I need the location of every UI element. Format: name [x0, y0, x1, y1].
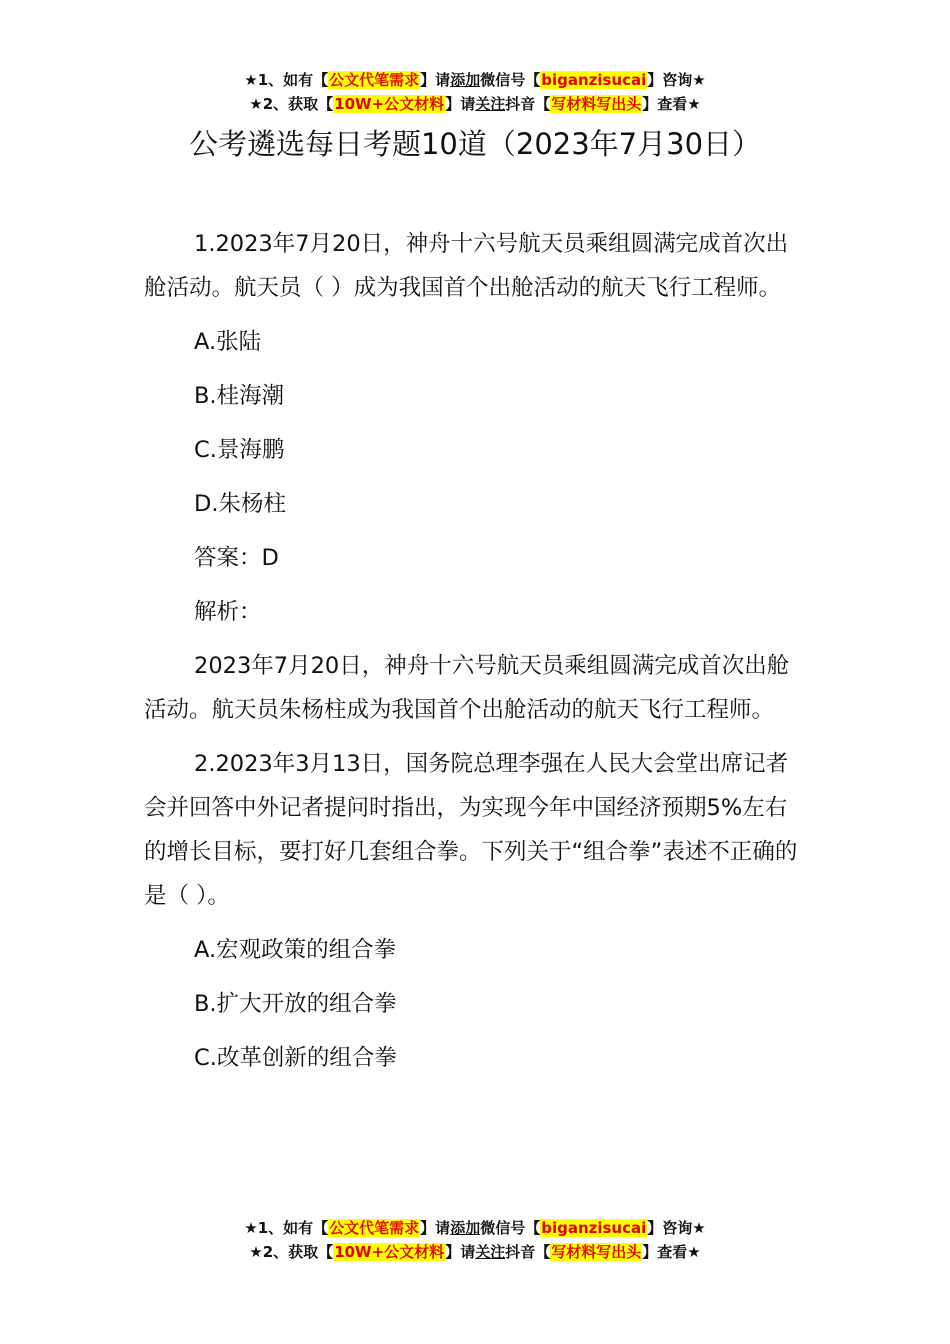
banner-underline: 添加 [450, 71, 481, 89]
page-title: 公考遴选每日考题10道（2023年7月30日） [188, 127, 762, 161]
question-2-option-a: A.宏观政策的组合拳 [194, 937, 397, 963]
banner-highlight: 写材料写出头 [551, 1243, 642, 1261]
question-1-answer: 答案：D [194, 545, 279, 571]
banner-text: 微信号【 [480, 1219, 541, 1237]
question-1-stem: 1.2023年7月20日，神舟十六号航天员乘组圆满完成首次出舱活动。航天员（ ）成为我国首个出舱活动的航天飞行工程师。 [144, 231, 789, 301]
banner-text: 】咨询★ [647, 1219, 706, 1237]
question-1-option-a: A.张陆 [194, 329, 262, 355]
banner-text: ★2、获取【 [249, 95, 334, 113]
document-body [144, 222, 808, 1090]
question-1-option-c: C.景海鹏 [194, 437, 285, 463]
question-1-analysis-label: 解析： [194, 599, 262, 625]
banner-text: 】请 [445, 1243, 476, 1261]
question-2-stem: 2.2023年3月13日，国务院总理李强在人民大会堂出席记者会并回答中外记者提问时指出，为实现今年中国经济预期5%左右的增长目标，要打好几套组合拳。下列关于“组合拳”表述不正确的是（ ）。 [144, 751, 798, 909]
banner-text: 】查看★ [642, 1243, 701, 1261]
banner-line-2 [0, 92, 950, 116]
banner-underline: 关注 [475, 95, 506, 113]
header-banner [0, 68, 950, 116]
question-1-analysis: 2023年7月20日，神舟十六号航天员乘组圆满完成首次出舱活动。航天员朱杨柱成为我国首个出舱活动的航天飞行工程师。 [144, 653, 790, 723]
banner-text: 】查看★ [642, 95, 701, 113]
banner-highlight: 写材料写出头 [551, 95, 642, 113]
banner-underline: 添加 [450, 1219, 481, 1237]
banner-text: 】请 [445, 95, 476, 113]
banner-highlight: biganzisucai [541, 1219, 647, 1237]
banner-underline: 关注 [475, 1243, 506, 1261]
footer-banner [0, 1216, 950, 1264]
banner-text: ★1、如有【 [244, 71, 329, 89]
banner-highlight: 公文代笔需求 [329, 71, 420, 89]
banner-text: 抖音【 [505, 95, 551, 113]
banner-text: 】请 [420, 71, 451, 89]
banner-text: ★2、获取【 [249, 1243, 334, 1261]
question-1-option-b: B.桂海潮 [194, 383, 285, 409]
banner-highlight: 10W+公文材料 [334, 95, 445, 113]
banner-text: ★1、如有【 [244, 1219, 329, 1237]
banner-line-2 [0, 1240, 950, 1264]
banner-line-1 [0, 1216, 950, 1240]
question-1-option-d: D.朱杨柱 [194, 491, 286, 517]
banner-text: 】咨询★ [647, 71, 706, 89]
banner-text: 抖音【 [505, 1243, 551, 1261]
banner-text: 】请 [420, 1219, 451, 1237]
banner-line-1 [0, 68, 950, 92]
banner-highlight: biganzisucai [541, 71, 647, 89]
banner-highlight: 10W+公文材料 [334, 1243, 445, 1261]
banner-highlight: 公文代笔需求 [329, 1219, 420, 1237]
banner-text: 微信号【 [480, 71, 541, 89]
question-2-option-b: B.扩大开放的组合拳 [194, 991, 397, 1017]
question-2-option-c: C.改革创新的组合拳 [194, 1045, 397, 1071]
